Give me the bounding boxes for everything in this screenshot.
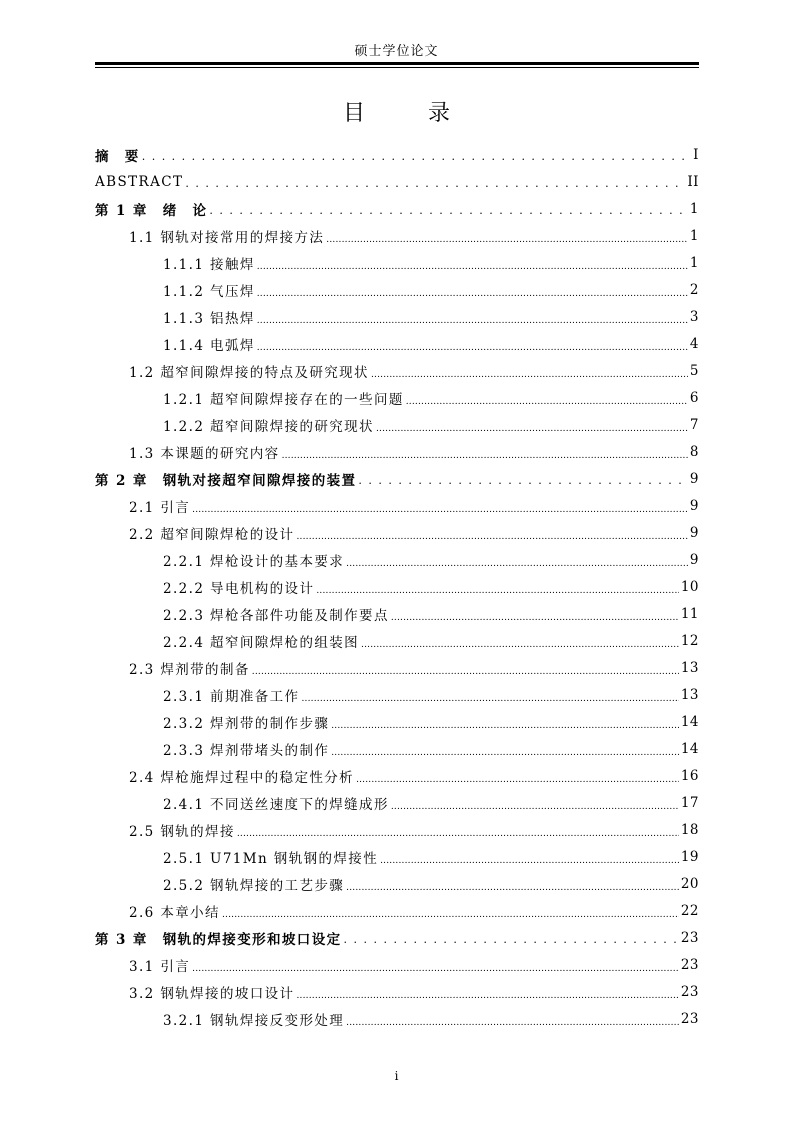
toc-entry[interactable] [95, 627, 699, 654]
header-rule-thin [95, 67, 699, 68]
toc-entry[interactable] [95, 330, 699, 357]
toc-entry-label: 2.4.1 不同送丝速度下的焊缝成形 [163, 796, 389, 813]
toc-leader-dots [391, 606, 679, 622]
running-header: 硕士学位论文 [354, 44, 439, 59]
toc-entry[interactable] [95, 168, 699, 195]
toc-leader-dots [346, 1011, 679, 1027]
toc-entry-page: 14 [680, 713, 699, 730]
toc-entry-page: 9 [689, 524, 699, 541]
toc-leader-dots [257, 255, 688, 271]
toc-entry-label: ABSTRACT [95, 173, 184, 190]
toc-entry[interactable] [95, 438, 699, 465]
toc-entry[interactable] [95, 924, 699, 951]
toc-entry-label: 1.2.2 超窄间隙焊接的研究现状 [163, 418, 374, 435]
toc-entry-page: 9 [689, 470, 699, 487]
toc-entry-page: 23 [680, 956, 699, 973]
toc-entry[interactable] [95, 141, 699, 168]
toc-entry[interactable] [95, 735, 699, 762]
toc-entry-label: 2.3.3 焊剂带堵头的制作 [163, 742, 330, 759]
toc-leader-dots [142, 147, 691, 163]
toc-entry-page: 13 [680, 686, 699, 703]
toc-entry-page: 22 [680, 902, 699, 919]
toc-entry[interactable] [95, 843, 699, 870]
toc-entry-label: 2.3.1 前期准备工作 [163, 688, 300, 705]
toc-entry-page: 19 [680, 848, 699, 865]
toc-entry-page: 10 [680, 578, 699, 595]
toc-entry[interactable] [95, 870, 699, 897]
toc-entry[interactable] [95, 249, 699, 276]
toc-entry[interactable] [95, 1005, 699, 1032]
toc-leader-dots [192, 498, 688, 514]
toc-entry-label: 2.2.3 焊枪各部件功能及制作要点 [163, 607, 389, 624]
toc-leader-dots [257, 309, 688, 325]
toc-leader-dots [326, 228, 688, 244]
toc-entry-page: 2 [689, 281, 699, 298]
toc-leader-dots [344, 930, 679, 946]
toc-entry-label: 2.5.2 钢轨焊接的工艺步骤 [163, 877, 345, 894]
toc-leader-dots [296, 525, 687, 541]
toc-leader-dots [237, 822, 679, 838]
toc-entry[interactable] [95, 492, 699, 519]
page-title: 目 录 [343, 101, 478, 126]
toc-entry-label: 2.2 超窄间隙焊枪的设计 [129, 526, 295, 543]
toc-entry-page: 9 [689, 551, 699, 568]
toc-entry[interactable] [95, 519, 699, 546]
toc-leader-dots [406, 390, 688, 406]
toc-entry-page: 16 [680, 767, 699, 784]
toc-entry-label: 3.2 钢轨焊接的坡口设计 [129, 985, 295, 1002]
toc-entry[interactable] [95, 681, 699, 708]
toc-leader-dots [371, 363, 688, 379]
toc-entry-label: 3.2.1 钢轨焊接反变形处理 [163, 1012, 345, 1029]
toc-entry-label: 2.4 焊枪施焊过程中的稳定性分析 [129, 769, 355, 786]
toc-leader-dots [252, 660, 679, 676]
toc-entry-label: 2.3.2 焊剂带的制作步骤 [163, 715, 330, 732]
toc-entry-page: 14 [680, 740, 699, 757]
toc-entry[interactable] [95, 303, 699, 330]
toc-leader-dots [257, 336, 688, 352]
toc-entry-page: 23 [680, 1010, 699, 1027]
toc-entry-page: 4 [689, 335, 699, 352]
table-of-contents [95, 141, 699, 1032]
toc-leader-dots [331, 714, 679, 730]
toc-entry[interactable] [95, 600, 699, 627]
toc-leader-dots [222, 903, 679, 919]
toc-entry-label: 2.1 引言 [129, 499, 191, 516]
toc-entry[interactable] [95, 573, 699, 600]
toc-entry[interactable] [95, 384, 699, 411]
toc-entry-page: 17 [680, 794, 699, 811]
toc-entry-label: 2.5.1 U71Mn 钢轨钢的焊接性 [163, 850, 379, 867]
toc-entry-page: 9 [689, 497, 699, 514]
toc-leader-dots [296, 984, 678, 1000]
toc-leader-dots [380, 849, 679, 865]
toc-leader-dots [316, 579, 678, 595]
toc-leader-dots [282, 444, 688, 460]
toc-entry-page: 20 [680, 875, 699, 892]
toc-entry[interactable] [95, 546, 699, 573]
toc-entry-label: 第 3 章 钢轨的焊接变形和坡口设定 [95, 931, 342, 948]
toc-leader-dots [358, 471, 688, 487]
toc-entry-page: 3 [689, 308, 699, 325]
toc-entry-label: 1.2 超窄间隙焊接的特点及研究现状 [129, 364, 369, 381]
toc-entry-page: II [687, 173, 699, 190]
header-rule-thick [95, 62, 699, 65]
toc-entry-label: 第 1 章 绪 论 [95, 202, 208, 219]
toc-entry-label: 2.2.1 焊枪设计的基本要求 [163, 553, 345, 570]
toc-entry-page: 23 [680, 929, 699, 946]
toc-entry-page: 8 [689, 443, 699, 460]
toc-entry-page: 1 [689, 227, 699, 244]
toc-entry-page: 11 [680, 605, 699, 622]
toc-entry-page: 1 [689, 200, 699, 217]
toc-leader-dots [301, 687, 678, 703]
toc-leader-dots [209, 201, 688, 217]
toc-entry[interactable] [95, 411, 699, 438]
toc-entry[interactable] [95, 816, 699, 843]
toc-entry-label: 2.2.2 导电机构的设计 [163, 580, 315, 597]
toc-entry[interactable] [95, 951, 699, 978]
toc-entry-label: 1.1.1 接触焊 [163, 256, 255, 273]
toc-entry-page: I [693, 146, 699, 163]
toc-entry-label: 1.1.3 铝热焊 [163, 310, 255, 327]
toc-entry-label: 2.3 焊剂带的制备 [129, 661, 250, 678]
toc-entry-label: 2.6 本章小结 [129, 904, 220, 921]
toc-leader-dots [257, 282, 688, 298]
toc-leader-dots [376, 417, 688, 433]
toc-entry-label: 摘 要 [95, 148, 140, 165]
toc-entry[interactable] [95, 357, 699, 384]
toc-entry[interactable] [95, 222, 699, 249]
toc-entry[interactable] [95, 978, 699, 1005]
toc-entry-label: 1.2.1 超窄间隙焊接存在的一些问题 [163, 391, 404, 408]
toc-entry-page: 18 [680, 821, 699, 838]
toc-entry[interactable] [95, 654, 699, 681]
toc-entry-page: 13 [680, 659, 699, 676]
toc-entry[interactable] [95, 465, 699, 492]
toc-leader-dots [346, 552, 688, 568]
toc-leader-dots [185, 174, 685, 190]
toc-entry-page: 1 [689, 254, 699, 271]
toc-entry-label: 1.3 本课题的研究内容 [129, 445, 280, 462]
toc-leader-dots [361, 633, 679, 649]
toc-entry-label: 2.2.4 超窄间隙焊枪的组装图 [163, 634, 360, 651]
toc-entry-label: 1.1.2 气压焊 [163, 283, 255, 300]
toc-entry-label: 1.1 钢轨对接常用的焊接方法 [129, 229, 325, 246]
toc-entry[interactable] [95, 762, 699, 789]
toc-entry-page: 12 [680, 632, 699, 649]
toc-entry-page: 5 [689, 362, 699, 379]
toc-entry-page: 23 [680, 983, 699, 1000]
toc-leader-dots [192, 957, 679, 973]
toc-entry-label: 第 2 章 钢轨对接超窄间隙焊接的装置 [95, 472, 357, 489]
toc-entry[interactable] [95, 789, 699, 816]
toc-entry[interactable] [95, 276, 699, 303]
toc-entry-label: 1.1.4 电弧焊 [163, 337, 255, 354]
toc-entry-page: 6 [689, 389, 699, 406]
toc-entry[interactable] [95, 708, 699, 735]
toc-leader-dots [391, 795, 679, 811]
toc-leader-dots [331, 741, 679, 757]
toc-entry[interactable] [95, 195, 699, 222]
toc-entry-label: 2.5 钢轨的焊接 [129, 823, 235, 840]
page-number: i [394, 1069, 399, 1083]
toc-entry-page: 7 [689, 416, 699, 433]
toc-leader-dots [346, 876, 679, 892]
toc-entry[interactable] [95, 897, 699, 924]
toc-entry-label: 3.1 引言 [129, 958, 191, 975]
toc-leader-dots [356, 768, 679, 784]
